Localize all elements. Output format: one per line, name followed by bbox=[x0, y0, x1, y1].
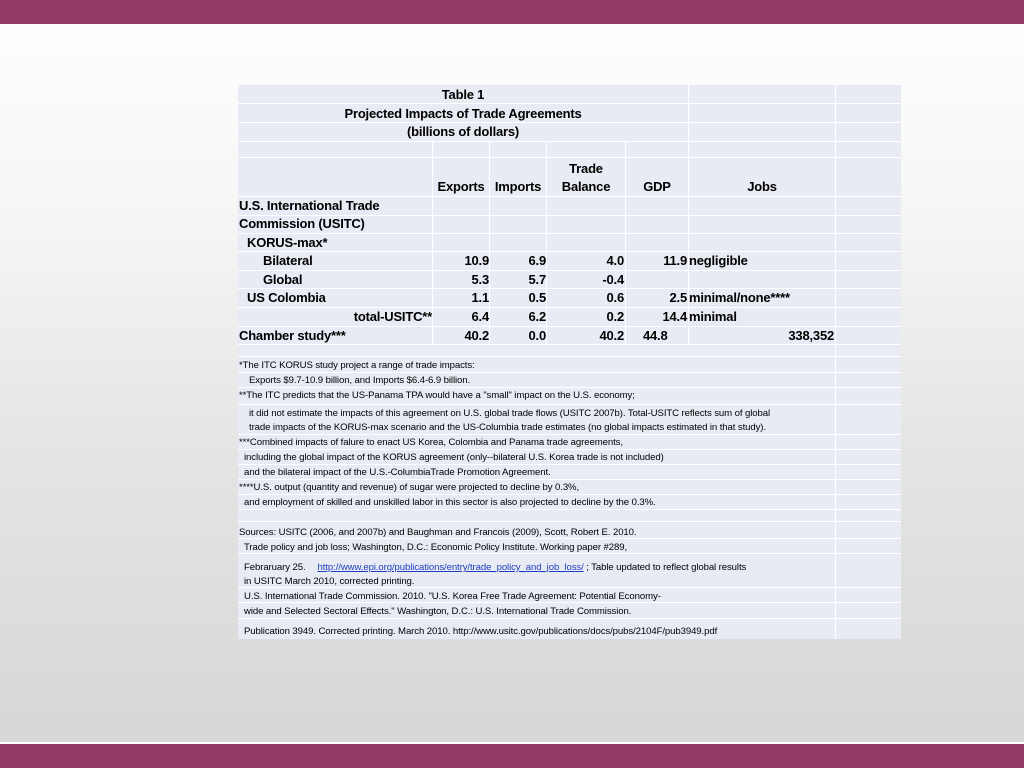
source-line: Trade policy and job loss; Washington, D.C.: Economic Policy Institute. Working paper #289, bbox=[244, 542, 628, 553]
row-label-usitc-2: Commission (USITC) bbox=[239, 216, 365, 231]
source-date: Febraruary 25. bbox=[244, 562, 306, 573]
row-label-chamber: Chamber study*** bbox=[239, 328, 346, 343]
footnote: it did not estimate the impacts of this agreement on U.S. global trade flows (USITC 2007b). Total-USITC reflects sum of global bbox=[249, 408, 770, 419]
footnote: Exports $9.7-10.9 billion, and Imports $6.4-6.9 billion. bbox=[249, 375, 471, 386]
source-suffix: ; Table updated to reflect global results bbox=[583, 562, 747, 573]
table-subtitle: (billions of dollars) bbox=[406, 124, 520, 139]
footnote: including the global impact of the KORUS agreement (only--bilateral U.S. Korea trade is not included) bbox=[244, 452, 664, 463]
footnote: trade impacts of the KORUS-max scenario and the US-Columbia trade estimates (no global impacts estimated in that study). bbox=[249, 422, 766, 433]
header-exports: Exports bbox=[437, 179, 485, 194]
row-label-colombia: US Colombia bbox=[247, 290, 326, 305]
header-balance: Balance bbox=[561, 179, 611, 194]
row-label-korus: KORUS-max* bbox=[247, 235, 328, 250]
source-line: Sources: USITC (2006, and 2007b) and Baughman and Francois (2009), Scott, Robert E. 2010. bbox=[239, 527, 637, 538]
grid-column-line bbox=[432, 142, 433, 345]
cell-gdp: 44.8 bbox=[643, 328, 668, 343]
table-title: Projected Impacts of Trade Agreements bbox=[344, 106, 582, 121]
footnote: ***Combined impacts of falure to enact US Korea, Colombia and Panama trade agreements, bbox=[239, 437, 623, 448]
cell-gdp: 14.4 bbox=[662, 309, 687, 324]
row-label-global: Global bbox=[263, 272, 303, 287]
spreadsheet-table bbox=[238, 85, 901, 639]
cell-gdp: 2.5 bbox=[669, 290, 687, 305]
cell-exports: 10.9 bbox=[464, 253, 489, 268]
cell-balance: 4.0 bbox=[606, 253, 624, 268]
grid-column-line bbox=[688, 85, 689, 345]
footnote: and the bilateral impact of the U.S.-ColumbiaTrade Promotion Agreement. bbox=[244, 467, 551, 478]
cell-imports: 0.0 bbox=[528, 328, 546, 343]
cell-exports: 1.1 bbox=[471, 290, 489, 305]
bottom-accent-bar bbox=[0, 744, 1024, 768]
grid-row bbox=[238, 345, 901, 357]
source-line bbox=[244, 562, 746, 573]
cell-exports: 5.3 bbox=[471, 272, 489, 287]
grid-row bbox=[238, 142, 901, 158]
header-jobs: Jobs bbox=[747, 179, 777, 194]
source-line: U.S. International Trade Commission. 2010. "U.S. Korea Free Trade Agreement: Potential Economy- bbox=[244, 591, 661, 602]
row-label-total: total-USITC** bbox=[353, 309, 432, 324]
footnote: **The ITC predicts that the US-Panama TPA would have a "small" impact on the U.S. economy; bbox=[239, 390, 635, 401]
cell-imports: 5.7 bbox=[528, 272, 546, 287]
source-line: wide and Selected Sectoral Effects." Washington, D.C.: U.S. International Trade Commission. bbox=[244, 606, 632, 617]
cell-jobs: minimal/none**** bbox=[689, 290, 790, 305]
grid-column-line bbox=[625, 142, 626, 345]
cell-balance: 40.2 bbox=[599, 328, 624, 343]
cell-imports: 0.5 bbox=[528, 290, 546, 305]
footnote: ****U.S. output (quantity and revenue) of sugar were projected to decline by 0.3%, bbox=[239, 482, 580, 493]
cell-jobs: minimal bbox=[689, 309, 737, 324]
top-accent-line bbox=[0, 24, 1024, 26]
cell-imports: 6.9 bbox=[528, 253, 546, 268]
cell-exports: 40.2 bbox=[464, 328, 489, 343]
cell-balance: -0.4 bbox=[602, 272, 624, 287]
top-accent-bar bbox=[0, 0, 1024, 24]
cell-balance: 0.6 bbox=[606, 290, 624, 305]
cell-exports: 6.4 bbox=[471, 309, 489, 324]
cell-gdp: 11.9 bbox=[663, 253, 687, 268]
cell-balance: 0.2 bbox=[606, 309, 624, 324]
grid-row bbox=[238, 234, 901, 252]
source-line: in USITC March 2010, corrected printing. bbox=[244, 576, 415, 587]
cell-imports: 6.2 bbox=[528, 309, 546, 324]
cell-jobs: 338,352 bbox=[788, 328, 834, 343]
header-gdp: GDP bbox=[643, 179, 671, 194]
footnote: and employment of skilled and unskilled labor in this sector is also projected to decline by the 0.3%. bbox=[244, 497, 656, 508]
grid-row bbox=[238, 85, 901, 104]
header-imports: Imports bbox=[494, 179, 542, 194]
table-number: Table 1 bbox=[441, 87, 485, 102]
header-trade: Trade bbox=[569, 161, 603, 176]
grid-column-line bbox=[546, 142, 547, 345]
grid-column-line bbox=[835, 85, 836, 639]
grid-column-line bbox=[489, 142, 490, 345]
footnote: *The ITC KORUS study project a range of trade impacts: bbox=[239, 360, 475, 371]
cell-jobs: negligible bbox=[689, 253, 748, 268]
source-line: Publication 3949. Corrected printing. March 2010. http://www.usitc.gov/publications/docs/pubs/2104F/pub3949.pdf bbox=[244, 626, 718, 637]
row-label-usitc: U.S. International Trade bbox=[239, 198, 380, 213]
grid-row bbox=[238, 510, 901, 522]
grid-row bbox=[238, 123, 901, 142]
epi-link[interactable]: http://www.epi.org/publications/entry/trade_policy_and_job_loss/ bbox=[317, 562, 584, 573]
row-label-bilateral: Bilateral bbox=[263, 253, 313, 268]
